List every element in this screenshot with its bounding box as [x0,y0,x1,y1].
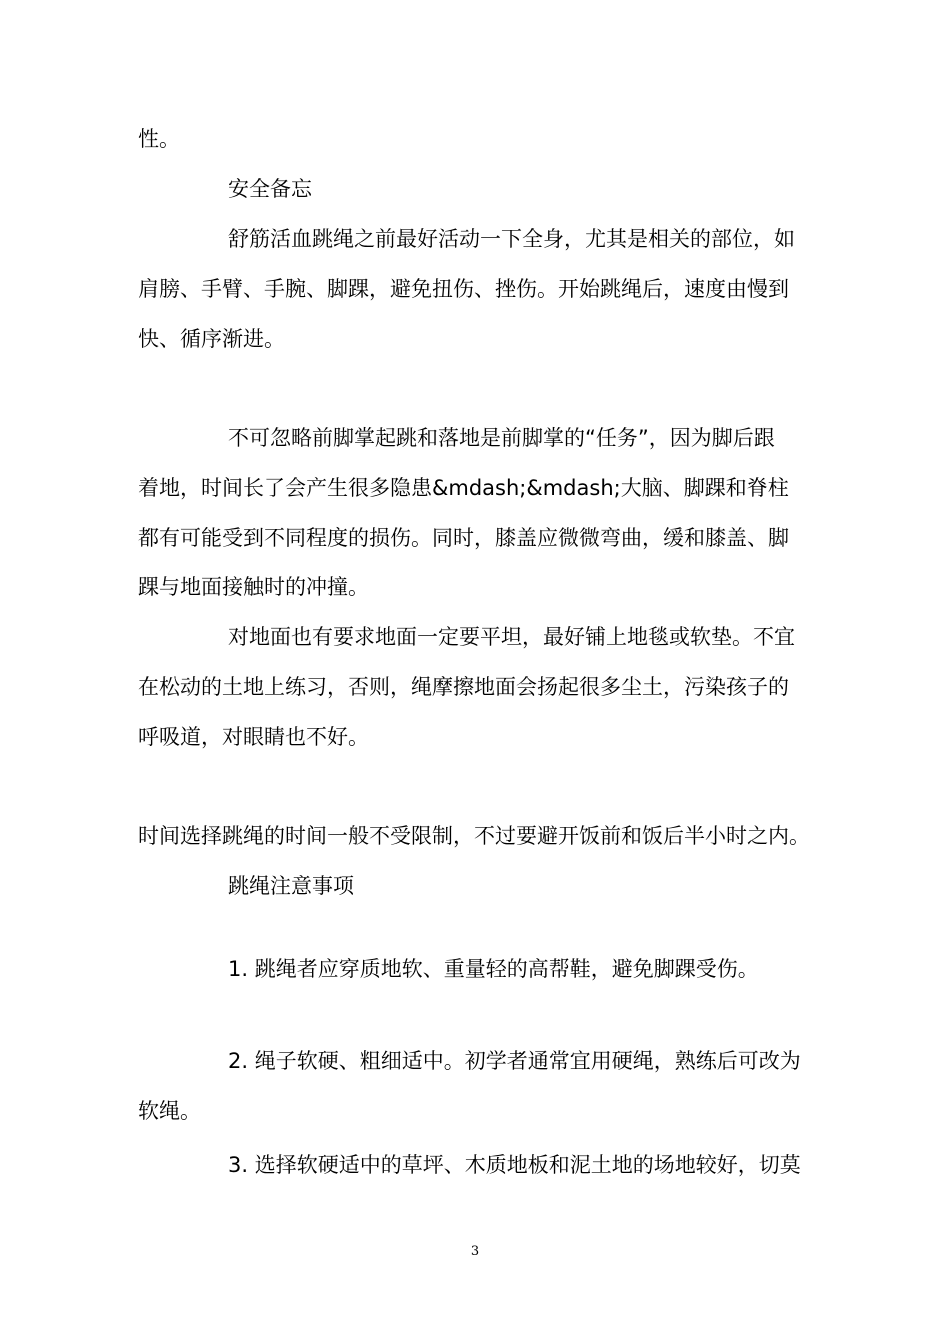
list-item: 1. 跳绳者应穿质地软、重量轻的高帮鞋，避免脚踝受伤。 [228,957,759,981]
text-line: 性。 [138,127,180,151]
text-line: 对地面也有要求地面一定要平坦，最好铺上地毯或软垫。不宜 [228,625,795,649]
text-line: 时间选择跳绳的时间一般不受限制，不过要避开饭前和饭后半小时之内。 [138,824,810,848]
text-line: 都有可能受到不同程度的损伤。同时，膝盖应微微弯曲，缓和膝盖、脚 [138,526,789,550]
text-line: 呼吸道，对眼睛也不好。 [138,725,369,749]
list-item: 3. 选择软硬适中的草坪、木质地板和泥土地的场地较好，切莫 [228,1153,801,1177]
list-item: 2. 绳子软硬、粗细适中。初学者通常宜用硬绳，熟练后可改为 [228,1049,801,1073]
section-heading: 安全备忘 [228,177,312,201]
text-line: 快、循序渐进。 [138,327,285,351]
text-line: 在松动的土地上练习，否则，绳摩擦地面会扬起很多尘土，污染孩子的 [138,675,789,699]
text-line: 不可忽略前脚掌起跳和落地是前脚掌的“任务”，因为脚后跟 [228,426,775,450]
text-line: 着地，时间长了会产生很多隐患&mdash;&mdash;大脑、脚踝和脊柱 [138,476,789,500]
text-line: 肩膀、手臂、手腕、脚踝，避免扭伤、挫伤。开始跳绳后，速度由慢到 [138,277,789,301]
text-line: 舒筋活血跳绳之前最好活动一下全身，尤其是相关的部位，如 [228,227,795,251]
text-line: 软绳。 [138,1099,201,1123]
page-number: 3 [470,1244,480,1259]
text-line: 踝与地面接触时的冲撞。 [138,575,369,599]
section-heading: 跳绳注意事项 [228,874,354,898]
